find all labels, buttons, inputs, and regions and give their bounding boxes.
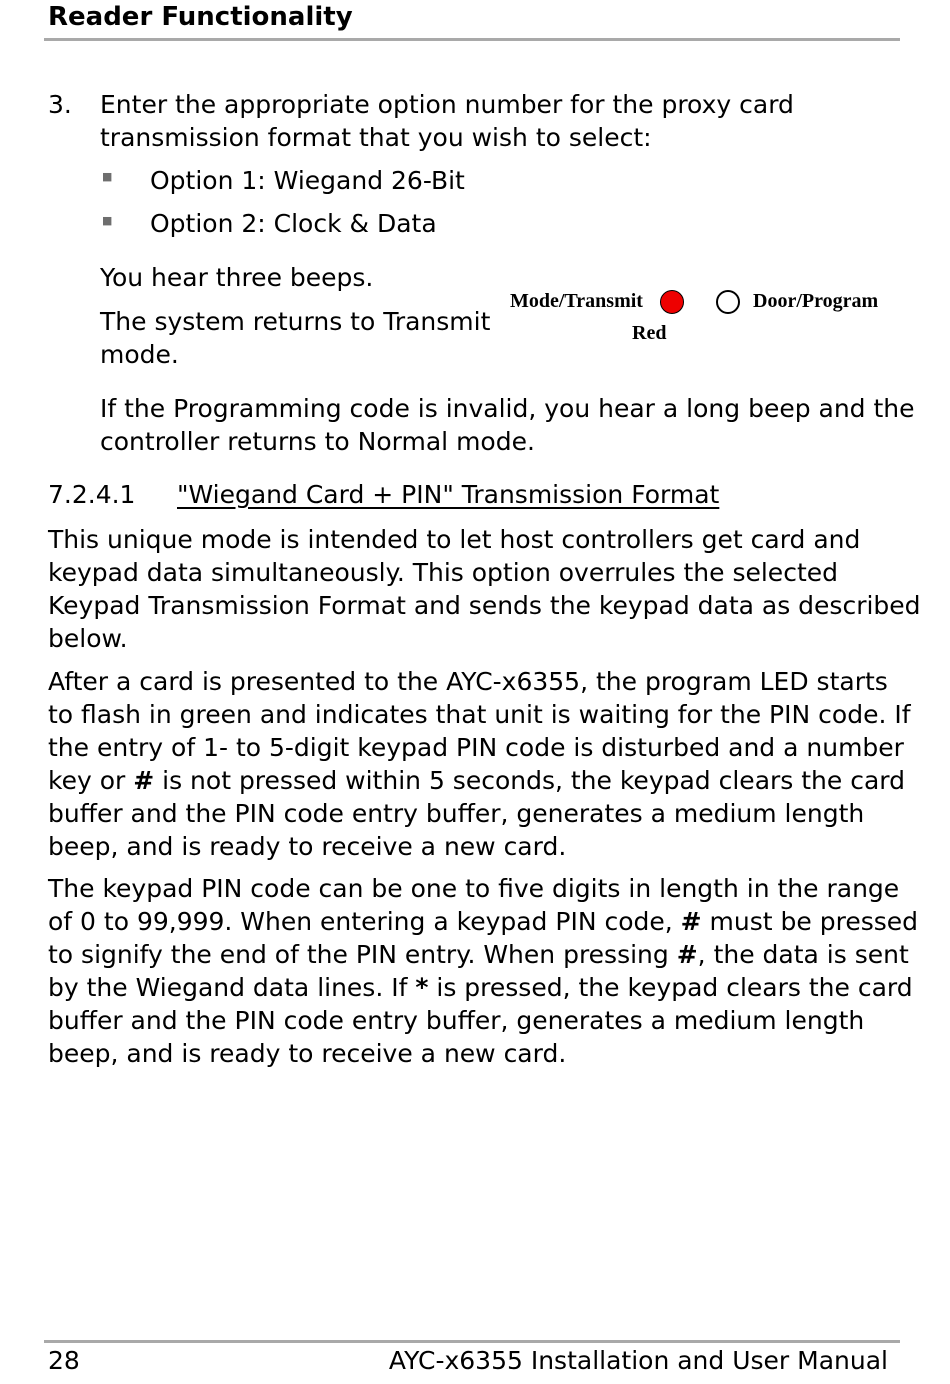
step-number: 3. (48, 90, 72, 119)
paragraph-line (48, 1037, 918, 1070)
returns-text (100, 305, 490, 371)
header-rule (44, 38, 900, 41)
option-item: Option 2: Clock & Data (150, 209, 437, 238)
led-state-label: Red (632, 322, 667, 344)
door-program-label: Door/Program (753, 290, 879, 312)
star-key: * (415, 973, 429, 1002)
paragraph-line (48, 665, 911, 698)
paragraph-line (48, 764, 911, 797)
text-run: buffer and the PIN code entry buffer, generates a medium length (48, 799, 865, 828)
invalid-code-line: controller returns to Normal mode. (100, 427, 535, 456)
paragraph-line (48, 938, 918, 971)
text-run: to signify the end of the PIN entry. When pressing (48, 940, 677, 969)
text-run: to flash in green and indicates that unit is waiting for the PIN code. If (48, 700, 911, 729)
step-instruction-line: Enter the appropriate option number for the proxy card (100, 90, 794, 119)
hash-key: # (676, 940, 698, 969)
text-run: , the data is sent (697, 940, 909, 969)
text-run: is pressed, the keypad clears the card (428, 973, 913, 1002)
manual-title: AYC-x6355 Installation and User Manual (388, 1346, 888, 1375)
returns-line: mode. (100, 340, 179, 369)
paragraph-line (48, 797, 911, 830)
step-instruction (100, 88, 794, 154)
returns-line: The system returns to Transmit (100, 307, 491, 336)
text-run: must be pressed (701, 907, 919, 936)
paragraph-line (48, 971, 918, 1004)
paragraph-line (48, 830, 911, 863)
text-run: of 0 to 99,999. When entering a keypad PIN code, (48, 907, 681, 936)
paragraph-line: keypad data simultaneously. This option overrules the selected (48, 558, 838, 587)
section-title: "Wiegand Card + PIN" Transmission Format (177, 480, 720, 509)
invalid-code-line: If the Programming code is invalid, you hear a long beep and the (100, 394, 915, 423)
off-led-icon (716, 290, 740, 314)
text-run: the entry of 1- to 5-digit keypad PIN code is disturbed and a number (48, 733, 904, 762)
page-header-title: Reader Functionality (48, 2, 353, 32)
paragraph-line (48, 698, 911, 731)
bullet-icon: ■ (102, 170, 113, 183)
paragraph-line (48, 872, 918, 905)
section-number: 7.2.4.1 (48, 480, 136, 509)
text-run: beep, and is ready to receive a new card. (48, 832, 567, 861)
text-run: buffer and the PIN code entry buffer, generates a medium length (48, 1006, 865, 1035)
paragraph-line: below. (48, 624, 128, 653)
page-number: 28 (48, 1346, 80, 1375)
text-run: by the Wiegand data lines. If (48, 973, 416, 1002)
paragraph-line (48, 1004, 918, 1037)
paragraph-3 (48, 872, 918, 1070)
text-run: The keypad PIN code can be one to five digits in length in the range (48, 874, 900, 903)
text-run: beep, and is ready to receive a new card. (48, 1039, 567, 1068)
hash-key: # (680, 907, 702, 936)
text-run: is not pressed within 5 seconds, the keypad clears the card (154, 766, 906, 795)
paragraph-line: This unique mode is intended to let host controllers get card and (48, 525, 861, 554)
beeps-text: You hear three beeps. (100, 263, 374, 292)
text-run: After a card is presented to the AYC-x6355, the program LED starts (48, 667, 888, 696)
paragraph-line: Keypad Transmission Format and sends the keypad data as described (48, 591, 921, 620)
mode-transmit-label: Mode/Transmit (510, 290, 643, 312)
invalid-code-text (100, 392, 915, 458)
led-diagram (505, 284, 895, 350)
option-item: Option 1: Wiegand 26-Bit (150, 166, 465, 195)
hash-key: # (133, 766, 155, 795)
step-instruction-line: transmission format that you wish to select: (100, 123, 652, 152)
paragraph-line (48, 731, 911, 764)
paragraph-line (48, 905, 918, 938)
red-led-icon (660, 290, 684, 314)
text-run: key or (48, 766, 134, 795)
paragraph-2 (48, 665, 911, 863)
footer-rule (44, 1340, 900, 1343)
paragraph-1 (48, 523, 921, 655)
bullet-icon: ■ (102, 214, 113, 227)
